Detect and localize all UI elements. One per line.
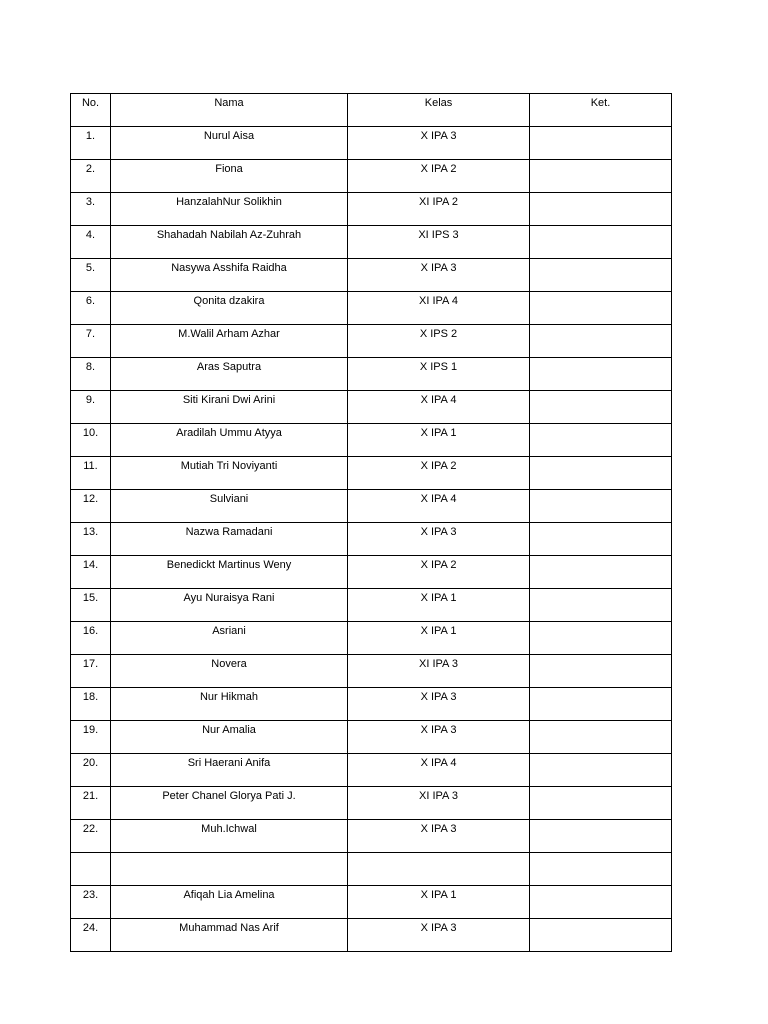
cell-ket [530,424,672,457]
cell-nama: Qonita dzakira [111,292,348,325]
cell-kelas: XI IPA 4 [348,292,530,325]
cell-ket [530,589,672,622]
cell-nama: Peter Chanel Glorya Pati J. [111,787,348,820]
table-row [71,391,672,424]
cell-nama: Fiona [111,160,348,193]
cell-nama: Muhammad Nas Arif [111,919,348,952]
cell-ket [530,391,672,424]
cell-nama: Nur Amalia [111,721,348,754]
cell-no: 17. [71,655,111,688]
cell-ket [530,754,672,787]
table-row [71,919,672,952]
cell-no: 20. [71,754,111,787]
cell-no: 22. [71,820,111,853]
table-row [71,886,672,919]
table-row [71,490,672,523]
cell-ket [530,721,672,754]
cell-nama: Afiqah Lia Amelina [111,886,348,919]
cell-no: 18. [71,688,111,721]
table-row [71,292,672,325]
cell-no: 7. [71,325,111,358]
table-row [71,688,672,721]
table-row [71,622,672,655]
cell-nama: Sri Haerani Anifa [111,754,348,787]
cell-no: 8. [71,358,111,391]
cell-kelas: X IPA 3 [348,688,530,721]
cell-kelas: X IPA 2 [348,457,530,490]
table-row [71,853,672,886]
cell-nama: Sulviani [111,490,348,523]
cell-ket [530,127,672,160]
cell-kelas: X IPA 3 [348,820,530,853]
table-row [71,787,672,820]
table-body [71,127,672,952]
table-row [71,523,672,556]
cell-kelas: X IPA 1 [348,589,530,622]
cell-no: 3. [71,193,111,226]
cell-no: 16. [71,622,111,655]
cell-nama [111,853,348,886]
table-row [71,556,672,589]
cell-kelas: X IPA 4 [348,391,530,424]
header-row [71,94,672,127]
cell-kelas: XI IPS 3 [348,226,530,259]
cell-ket [530,787,672,820]
cell-kelas: X IPS 1 [348,358,530,391]
cell-no: 14. [71,556,111,589]
table-row [71,193,672,226]
table-row [71,226,672,259]
cell-kelas: XI IPA 3 [348,655,530,688]
cell-ket [530,688,672,721]
cell-kelas: XI IPA 3 [348,787,530,820]
cell-ket [530,325,672,358]
cell-ket [530,919,672,952]
cell-ket [530,820,672,853]
cell-no: 23. [71,886,111,919]
table-row [71,457,672,490]
cell-kelas: X IPA 1 [348,424,530,457]
cell-ket [530,853,672,886]
table-row [71,160,672,193]
cell-ket [530,259,672,292]
cell-no: 21. [71,787,111,820]
cell-ket [530,160,672,193]
cell-no: 10. [71,424,111,457]
cell-ket [530,556,672,589]
table-row [71,325,672,358]
cell-ket [530,358,672,391]
cell-no: 4. [71,226,111,259]
cell-kelas: X IPA 3 [348,259,530,292]
cell-nama: Aras Saputra [111,358,348,391]
cell-ket [530,457,672,490]
cell-nama: Nurul Aisa [111,127,348,160]
cell-kelas [348,853,530,886]
cell-nama: Nur Hikmah [111,688,348,721]
cell-ket [530,523,672,556]
cell-kelas: X IPA 2 [348,160,530,193]
cell-kelas: X IPA 3 [348,919,530,952]
table-row [71,358,672,391]
cell-kelas: X IPA 3 [348,127,530,160]
cell-nama: Shahadah Nabilah Az-Zuhrah [111,226,348,259]
cell-no: 9. [71,391,111,424]
cell-kelas: X IPA 1 [348,886,530,919]
header-nama: Nama [111,94,348,127]
cell-kelas: X IPA 1 [348,622,530,655]
cell-kelas: X IPA 3 [348,721,530,754]
cell-ket [530,655,672,688]
cell-ket [530,622,672,655]
cell-ket [530,292,672,325]
cell-no: 12. [71,490,111,523]
cell-nama: HanzalahNur Solikhin [111,193,348,226]
cell-kelas: X IPA 4 [348,490,530,523]
cell-ket [530,886,672,919]
cell-nama: Siti Kirani Dwi Arini [111,391,348,424]
cell-nama: Mutiah Tri Noviyanti [111,457,348,490]
cell-no: 1. [71,127,111,160]
header-kelas: Kelas [348,94,530,127]
cell-nama: Asriani [111,622,348,655]
cell-nama: Nazwa Ramadani [111,523,348,556]
table-row [71,820,672,853]
cell-no: 13. [71,523,111,556]
cell-nama: Novera [111,655,348,688]
cell-no: 5. [71,259,111,292]
cell-ket [530,490,672,523]
table-row [71,259,672,292]
cell-kelas: XI IPA 2 [348,193,530,226]
cell-ket [530,193,672,226]
cell-nama: Benedickt Martinus Weny [111,556,348,589]
table-row [71,721,672,754]
cell-no: 19. [71,721,111,754]
cell-no: 24. [71,919,111,952]
cell-nama: M.Walil Arham Azhar [111,325,348,358]
table-row [71,589,672,622]
table-row [71,424,672,457]
cell-no [71,853,111,886]
student-table [70,93,672,952]
cell-kelas: X IPA 2 [348,556,530,589]
cell-no: 6. [71,292,111,325]
cell-no: 11. [71,457,111,490]
cell-nama: Ayu Nuraisya Rani [111,589,348,622]
cell-no: 15. [71,589,111,622]
cell-ket [530,226,672,259]
table-header [71,94,672,127]
table-row [71,127,672,160]
table-row [71,655,672,688]
cell-nama: Aradilah Ummu Atyya [111,424,348,457]
table-row [71,754,672,787]
cell-kelas: X IPS 2 [348,325,530,358]
cell-nama: Nasywa Asshifa Raidha [111,259,348,292]
header-ket: Ket. [530,94,672,127]
cell-kelas: X IPA 3 [348,523,530,556]
cell-no: 2. [71,160,111,193]
header-no: No. [71,94,111,127]
cell-kelas: X IPA 4 [348,754,530,787]
cell-nama: Muh.Ichwal [111,820,348,853]
